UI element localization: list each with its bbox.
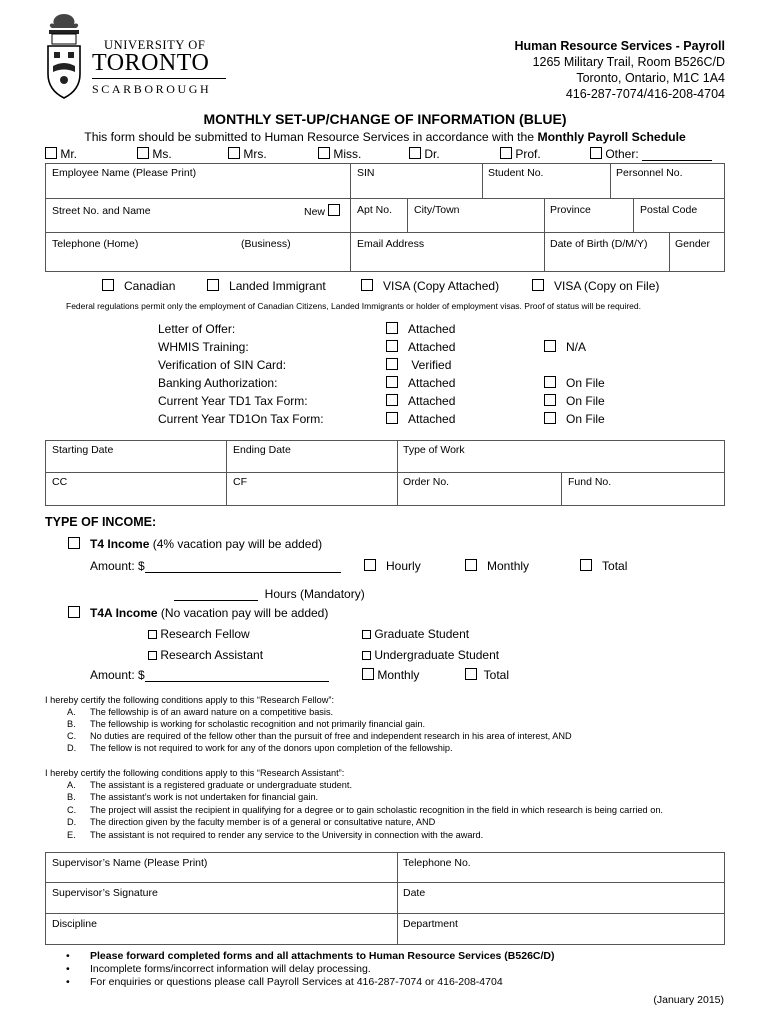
discipline-field[interactable]: Discipline <box>52 918 97 930</box>
t4a-monthly-checkbox[interactable] <box>362 668 374 680</box>
research-assistant-checkbox[interactable] <box>148 651 157 660</box>
gender-field[interactable]: Gender <box>675 238 711 250</box>
td1on-on-file-checkbox[interactable] <box>544 412 556 424</box>
sin-verification-label: Verification of SIN Card: <box>158 358 287 372</box>
dr-checkbox[interactable] <box>409 147 421 159</box>
hourly-checkbox[interactable] <box>364 559 376 571</box>
province-field[interactable]: Province <box>550 204 591 216</box>
mr-checkbox[interactable] <box>45 147 57 159</box>
visa-attached-checkbox[interactable] <box>361 279 373 291</box>
td1on-attached-checkbox[interactable] <box>386 412 398 424</box>
t4a-amount-row: Amount: $ <box>90 668 329 682</box>
postal-code-field[interactable]: Postal Code <box>640 204 698 216</box>
address-line-2: Toronto, Ontario, M1C 1A4 <box>576 71 725 85</box>
other-field[interactable] <box>642 149 712 161</box>
personnel-no-field[interactable]: Personnel No. <box>616 167 683 179</box>
letter-offer-attached-checkbox[interactable] <box>386 322 398 334</box>
graduate-student-checkbox[interactable] <box>362 630 371 639</box>
supervisor-signature-field[interactable]: Supervisor’s Signature <box>52 887 158 899</box>
ms-checkbox[interactable] <box>137 147 149 159</box>
hours-row: Hours (Mandatory) <box>174 587 365 601</box>
td1-attached-checkbox[interactable] <box>386 394 398 406</box>
t4-amount-row: Amount: $ <box>90 559 341 573</box>
city-field[interactable]: City/Town <box>414 204 460 216</box>
other-checkbox[interactable] <box>590 147 602 159</box>
t4a-amount-field[interactable] <box>145 669 329 682</box>
logo-line-2: TORONTO <box>92 50 210 76</box>
start-date-field[interactable]: Starting Date <box>52 444 114 456</box>
research-fellow-checkbox[interactable] <box>148 630 157 639</box>
whmis-label: WHMIS Training: <box>158 340 249 354</box>
employee-info-table <box>45 163 725 272</box>
whmis-attached-checkbox[interactable] <box>386 340 398 352</box>
supervisor-name-field[interactable]: Supervisor’s Name (Please Print) <box>52 857 208 869</box>
income-heading: TYPE OF INCOME: <box>45 515 157 529</box>
logo-line-1: UNIVERSITY OF <box>104 38 206 52</box>
student-no-field[interactable]: Student No. <box>488 167 544 179</box>
fund-no-field[interactable]: Fund No. <box>568 476 612 488</box>
logo-line-3: SCARBOROUGH <box>92 82 212 96</box>
university-logo <box>44 12 234 102</box>
instruction-1: Please forward completed forms and all attachments to Human Resource Services (B526C/D) <box>90 950 555 962</box>
t4a-total-checkbox[interactable] <box>465 668 477 680</box>
dob-field[interactable]: Date of Birth (D/M/Y) <box>550 238 648 250</box>
hours-field[interactable] <box>174 588 258 601</box>
t4-amount-field[interactable] <box>145 560 341 573</box>
td1-on-file-checkbox[interactable] <box>544 394 556 406</box>
td1-label: Current Year TD1 Tax Form: <box>158 394 308 408</box>
t4-total-checkbox[interactable] <box>580 559 592 571</box>
cf-field[interactable]: CF <box>233 476 247 488</box>
t4-checkbox[interactable] <box>68 537 80 549</box>
phone-numbers: 416-287-7074/416-208-4704 <box>565 87 725 101</box>
new-address-checkbox[interactable] <box>328 204 340 216</box>
banking-on-file-checkbox[interactable] <box>544 376 556 388</box>
apt-field[interactable]: Apt No. <box>357 204 393 216</box>
whmis-na-checkbox[interactable] <box>544 340 556 352</box>
sin-verified-checkbox[interactable] <box>386 358 398 370</box>
instruction-3: For enquiries or questions please call Payroll Services at 416-287-7074 or 416-208-4704 <box>90 976 503 988</box>
t4a-checkbox[interactable] <box>68 606 80 618</box>
letter-of-offer-label: Letter of Offer: <box>158 322 236 336</box>
banking-attached-checkbox[interactable] <box>386 376 398 388</box>
type-of-work-field[interactable]: Type of Work <box>403 444 465 456</box>
employee-name-field[interactable]: Employee Name (Please Print) <box>52 167 197 179</box>
cc-field[interactable]: CC <box>52 476 68 488</box>
federal-note: Federal regulations permit only the employment of Canadian Citizens, Landed Immigrants or holder of employment visas. Proof of status will be required. <box>66 301 641 311</box>
banking-label: Banking Authorization: <box>158 376 278 390</box>
business-phone-field[interactable]: (Business) <box>241 238 291 250</box>
end-date-field[interactable]: Ending Date <box>233 444 291 456</box>
form-title: MONTHLY SET-UP/CHANGE OF INFORMATION (BLUE) <box>203 111 567 127</box>
new-address-label: New <box>304 204 340 218</box>
miss-checkbox[interactable] <box>318 147 330 159</box>
revision-date: (January 2015) <box>653 994 724 1006</box>
email-field[interactable]: Email Address <box>357 238 425 250</box>
date-field[interactable]: Date <box>403 887 426 899</box>
mrs-checkbox[interactable] <box>228 147 240 159</box>
address-line-1: 1265 Military Trail, Room B526C/D <box>532 55 725 69</box>
work-info-table <box>45 440 725 506</box>
sin-field[interactable]: SIN <box>357 167 375 179</box>
t4a-option: T4A Income (No vacation pay will be added) <box>68 606 328 620</box>
t4-option: T4 Income (4% vacation pay will be added) <box>68 537 322 551</box>
order-no-field[interactable]: Order No. <box>403 476 450 488</box>
visa-on-file-checkbox[interactable] <box>532 279 544 291</box>
undergraduate-checkbox[interactable] <box>362 651 371 660</box>
department-field[interactable]: Department <box>403 918 458 930</box>
home-phone-field[interactable]: Telephone (Home) <box>52 238 139 250</box>
street-field[interactable]: Street No. and Name <box>52 205 151 217</box>
crest-icon <box>44 12 84 100</box>
dept-name: Human Resource Services - Payroll <box>514 39 725 53</box>
td1on-label: Current Year TD1On Tax Form: <box>158 412 324 426</box>
instruction-2: Incomplete forms/incorrect information will delay processing. <box>90 963 371 975</box>
prof-checkbox[interactable] <box>500 147 512 159</box>
landed-immigrant-checkbox[interactable] <box>207 279 219 291</box>
form-subtitle: This form should be submitted to Human Resource Services in accordance with the Monthly Payroll Schedule <box>84 130 686 144</box>
supervisor-phone-field[interactable]: Telephone No. <box>403 857 471 869</box>
t4-monthly-checkbox[interactable] <box>465 559 477 571</box>
canadian-checkbox[interactable] <box>102 279 114 291</box>
